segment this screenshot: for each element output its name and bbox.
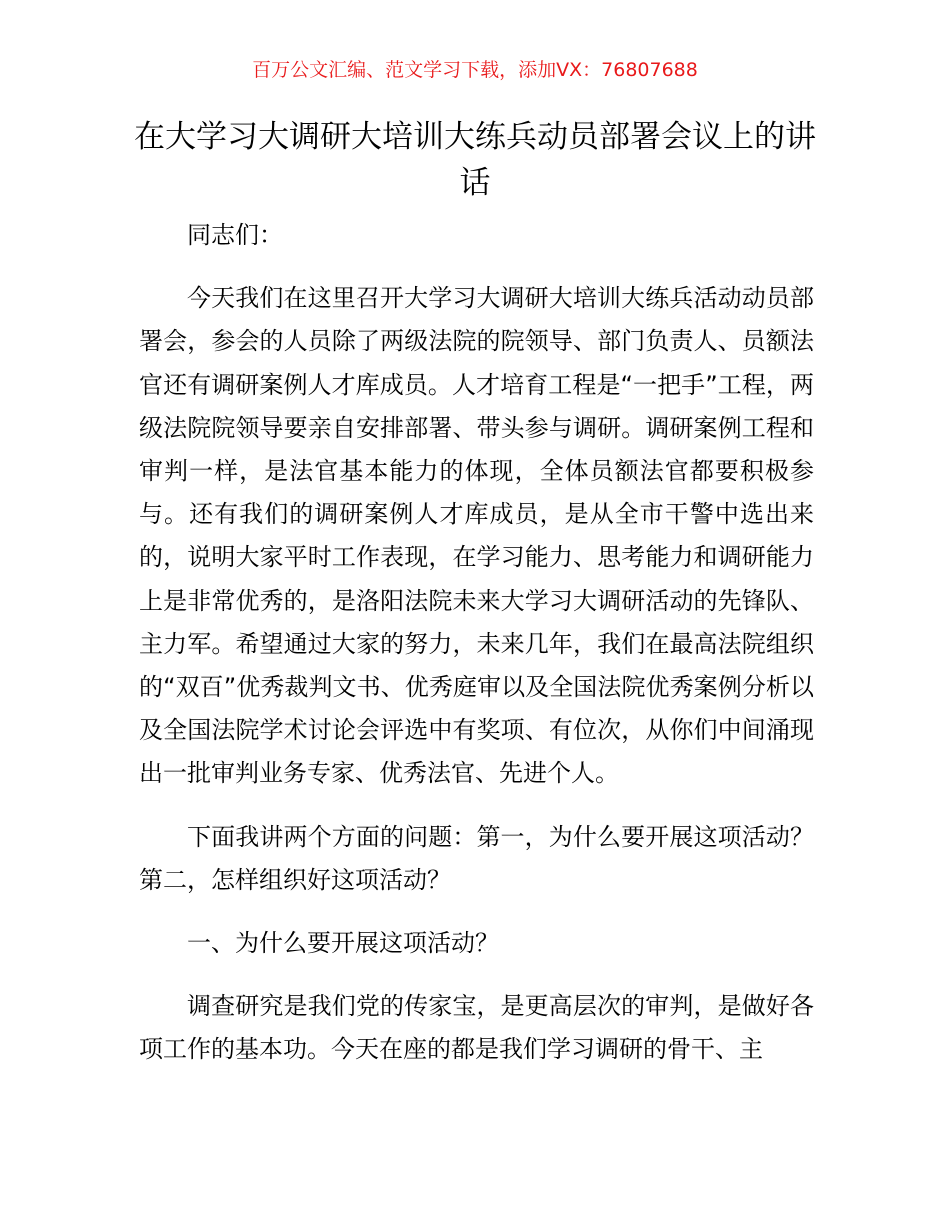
header-note: 百万公文汇编、范文学习下载，添加VX：76807688: [252, 59, 698, 81]
section-heading-1: 一、为什么要开展这项活动？: [187, 929, 499, 958]
salutation: 同志们：: [187, 221, 283, 249]
document-title: 在大学习大调研大培训大练兵动员部署会议上的讲话: [134, 119, 816, 201]
paragraph-section-1: 调查研究是我们党的传家宝，是更高层次的审判，是做好各项工作的基本功。今天在座的都是我们学习调研的骨干、主: [139, 992, 814, 1064]
paragraph-intro: 今天我们在这里召开大学习大调研大培训大练兵活动动员部署会，参会的人员除了两级法院的院领导、部门负责人、员额法官还有调研案例人才库成员。人才培育工程是“一把手”工程，两级法院院领导要亲自安排部署、带头参与调研。调研案例工程和审判一样，是法官基本能力的体现，全体员额法官都要积极参与。还有我们的调研案例人才库成员，是从全市干警中选出来的，说明大家平时工作表现，在学习能力、思考能力和调研能力上是非常优秀的，是洛阳法院未来大学习大调研活动的先锋队、主力军。希望通过大家的努力，未来几年，我们在最高法院组织的“双百”优秀裁判文书、优秀庭审以及全国法院优秀案例分析以及全国法院学术讨论会评选中有奖项、有位次，从你们中间涌现出一批审判业务专家、优秀法官、先进个人。: [139, 284, 814, 788]
paragraph-outline: 下面我讲两个方面的问题：第一，为什么要开展这项活动？第二，怎样组织好这项活动？: [139, 822, 814, 894]
document-body: [139, 214, 814, 1092]
